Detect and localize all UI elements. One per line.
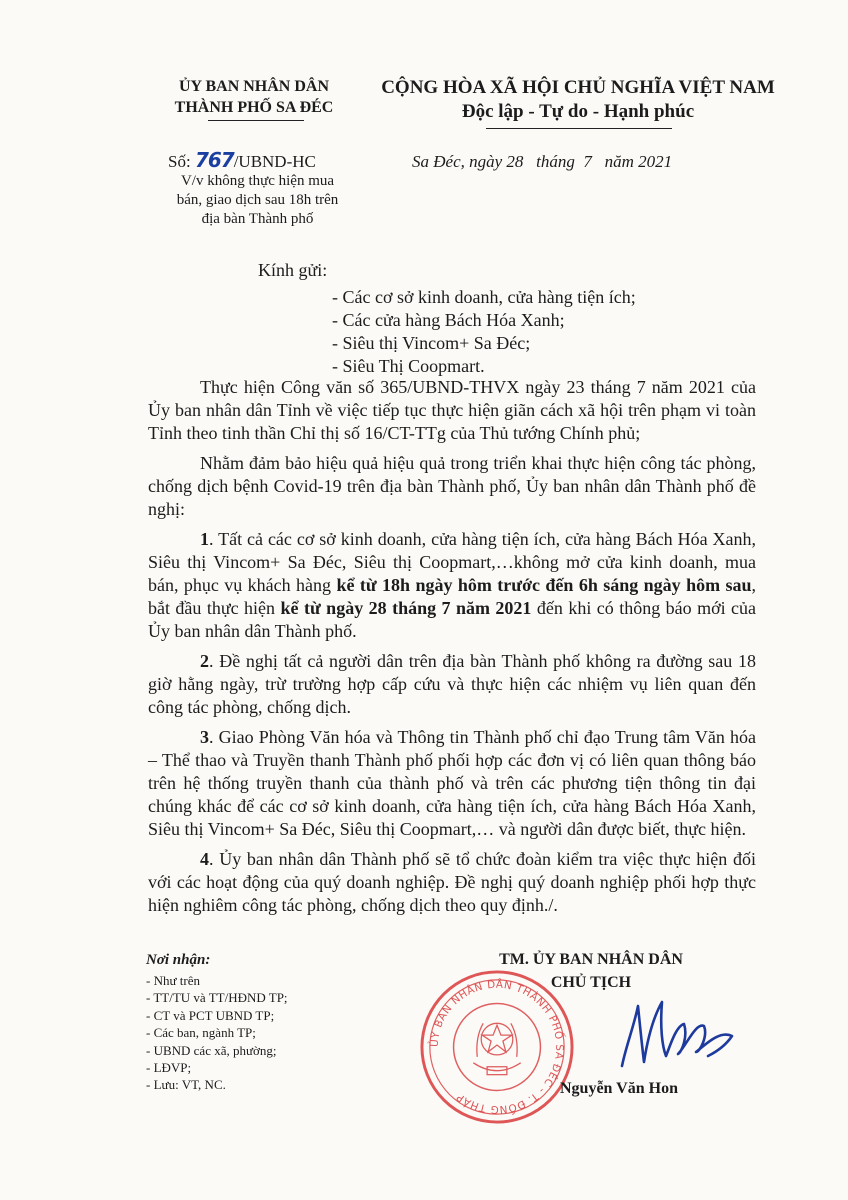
signer-name: Nguyễn Văn Hon bbox=[560, 1080, 678, 1097]
document-body bbox=[148, 376, 756, 924]
body-paragraph-6 bbox=[148, 848, 756, 917]
distribution-item: - CT và PCT UBND TP; bbox=[146, 1007, 275, 1023]
seal-text: ỦY BAN NHÂN DÂN THÀNH PHỐ SA ĐÉC - T. ĐỒNG THÁP bbox=[428, 978, 566, 1116]
body-paragraph-3 bbox=[148, 528, 756, 643]
issuing-authority bbox=[140, 76, 368, 118]
recipient-item: - Siêu Thị Coopmart. bbox=[332, 356, 485, 376]
distribution-item: - LĐVP; bbox=[146, 1060, 192, 1076]
national-motto bbox=[358, 76, 798, 124]
paragraph-text: . Đề nghị tất cả người dân trên địa bàn Thành phố không ra đường sau 18 giờ hằng ngày, trừ trường hợp cấp cứu và thực hiện các nhiệm vụ liên quan đến công tác phòng, chống dịch. bbox=[148, 651, 756, 717]
motto-underline bbox=[486, 128, 672, 129]
item-number: 1 bbox=[200, 529, 209, 549]
document-date: Sa Đéc, ngày 28 tháng 7 năm 2021 bbox=[412, 152, 673, 171]
document-number bbox=[168, 148, 316, 172]
handwritten-signature bbox=[604, 996, 744, 1076]
body-paragraph-5 bbox=[148, 726, 756, 841]
authority-underline bbox=[208, 120, 304, 121]
emphasis-text: kể từ ngày 28 tháng 7 năm 2021 bbox=[280, 598, 532, 618]
paragraph-text: đến khi có thông báo mới của Ủy ban nhân dân Thành phố. bbox=[148, 598, 757, 641]
issuing-authority-line1: ỦY BAN NHÂN DÂN bbox=[178, 78, 330, 95]
recipient-item: - Siêu thị Vincom+ Sa Đéc; bbox=[332, 333, 531, 353]
paragraph-text: . Giao Phòng Văn hóa và Thông tin Thành phố chỉ đạo Trung tâm Văn hóa – Thể thao và Truyền thanh Thành phố phối hợp các đơn vị có liên quan thông báo trên hệ thống truyền thanh của thành phố và trên các phương tiện thông tin đại chúng khác để các cơ sở kinh doanh, cửa hàng tiện ích, cửa hàng Bách Hóa Xanh, Siêu thị Vincom+ Sa Đéc, Siêu thị Coopmart,… và người dân được biết, thực hiện. bbox=[148, 727, 756, 839]
recipient-item: - Các cửa hàng Bách Hóa Xanh; bbox=[332, 310, 565, 330]
body-paragraph-2: Nhằm đảm bảo hiệu quả hiệu quả trong triển khai thực hiện công tác phòng, chống dịch bệnh Covid-19 trên địa bàn Thành phố, Ủy ban nhân dân Thành phố đề nghị: bbox=[148, 453, 756, 519]
distribution-item: - UBND các xã, phường; bbox=[146, 1042, 277, 1058]
paragraph-text: . Ủy ban nhân dân Thành phố sẽ tổ chức đoàn kiểm tra việc thực hiện đối với các hoạt động của quý doanh nghiệp. Đề nghị quý doanh nghiệp phối hợp thực hiện nghiêm công tác phòng, chống dịch theo quy định./. bbox=[148, 849, 756, 915]
distribution-title: Nơi nhận: bbox=[146, 952, 211, 968]
motto-line: Độc lập - Tự do - Hạnh phúc bbox=[461, 101, 695, 122]
body-paragraph-4 bbox=[148, 650, 756, 719]
recipient-item: - Các cơ sở kinh doanh, cửa hàng tiện ích; bbox=[332, 287, 636, 307]
item-number: 4 bbox=[200, 849, 209, 869]
recipient-list bbox=[332, 286, 636, 378]
paragraph-text: . Tất cả các cơ sở kinh doanh, cửa hàng tiện ích, cửa hàng Bách Hóa Xanh, Siêu thị Vincom+ Sa Đéc, Siêu thị Coopmart,…không mở cửa kinh doanh, mua bán, phục vụ khách hàng bbox=[148, 529, 756, 595]
item-number: 2 bbox=[200, 651, 209, 671]
emphasis-text: kể từ 18h ngày hôm trước đến 6h sáng ngày hôm sau bbox=[336, 575, 752, 595]
signature-title-line1: TM. ỦY BAN NHÂN DÂN bbox=[499, 951, 683, 968]
issuing-authority-line2: THÀNH PHỐ SA ĐÉC bbox=[174, 99, 334, 116]
document-number-suffix: /UBND-HC bbox=[233, 152, 316, 171]
distribution-list bbox=[146, 972, 288, 1094]
body-paragraph-1: Thực hiện Công văn số 365/UBND-THVX ngày 23 tháng 7 năm 2021 của Ủy ban nhân dân Tỉnh về việc tiếp tục thực hiện giãn cách xã hội trên phạm vi toàn Tỉnh theo tinh thần Chỉ thị số 16/CT-TTg của Thủ tướng Chính phủ; bbox=[148, 377, 756, 443]
document-number-label: Số: bbox=[168, 152, 195, 171]
subject-line: bán, giao dịch sau 18h trên bbox=[176, 192, 339, 208]
greeting: Kính gửi: bbox=[258, 260, 328, 280]
distribution-item: - TT/TU và TT/HĐND TP; bbox=[146, 990, 288, 1006]
paragraph-text: , bắt đầu thực hiện bbox=[148, 575, 756, 618]
distribution-item: - Các ban, ngành TP; bbox=[146, 1025, 256, 1041]
distribution-item: - Lưu: VT, NC. bbox=[146, 1077, 226, 1093]
national-title: CỘNG HÒA XÃ HỘI CHỦ NGHĨA VIỆT NAM bbox=[381, 77, 775, 98]
signature-title bbox=[456, 948, 726, 994]
distribution-item: - Như trên bbox=[146, 973, 200, 988]
handwritten-number: 767 bbox=[194, 148, 234, 172]
signature-title-line2: CHỦ TỊCH bbox=[550, 974, 632, 991]
svg-text:ỦY BAN NHÂN DÂN THÀNH PHỐ SA Đ bbox=[427, 978, 567, 1117]
subject-line: địa bàn Thành phố bbox=[201, 211, 314, 227]
item-number: 3 bbox=[200, 727, 209, 747]
document-subject bbox=[140, 172, 375, 229]
subject-line: V/v không thực hiện mua bbox=[180, 173, 335, 189]
